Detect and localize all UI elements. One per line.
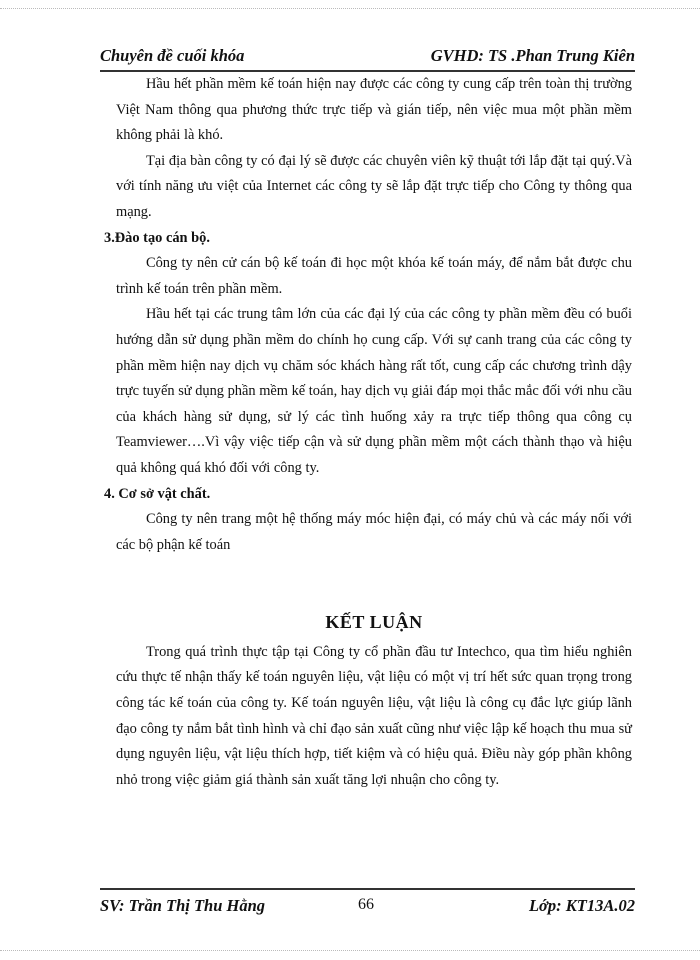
page-edge-bottom <box>0 950 700 951</box>
paragraph-training-course: Công ty nên cử cán bộ kế toán đi học một khóa kế toán máy, để nắm bắt được chu trình kế toán trên phần mềm. <box>116 255 632 297</box>
conclusion-title: KẾT LUẬN <box>325 612 423 633</box>
paragraph-equipment: Công ty nên trang một hệ thống máy móc hiện đại, có máy chủ và các máy nối với các bộ phận kế toán <box>116 511 632 553</box>
heading-staff-training: 3.Đào tạo cán bộ. <box>104 229 210 246</box>
footer-student: SV: Trần Thị Thu Hằng <box>100 896 266 915</box>
header-advisor: GVHD: TS .Phan Trung Kiên <box>430 46 635 65</box>
page-body <box>104 72 632 793</box>
page-header <box>100 44 635 72</box>
page-footer <box>100 888 635 920</box>
footer-class: Lớp: KT13A.02 <box>528 896 635 915</box>
page-number: 66 <box>358 896 374 913</box>
paragraph-conclusion: Trong quá trình thực tập tại Công ty cổ phần đầu tư Intechco, qua tìm hiểu nghiên cứu thực tế nhận thấy kế toán nguyên liệu, vật liệu có một vị trí hết sức quan trọng trong công tác kế toán của công ty. Kế toán nguyên liệu, vật liệu là công cụ đắc lực giúp lãnh đạo công ty nắm bắt tình hình và chỉ đạo sản xuất cũng như việc lập kế hoạch thu mua sử dụng nguyên liệu, vật liệu thích hợp, tiết kiệm và có hiệu quả. Điều này góp phần không nhỏ trong việc giảm giá thành sản xuất tăng lợi nhuận cho công ty. <box>116 643 632 788</box>
header-title: Chuyên đề cuối khóa <box>100 46 245 65</box>
page-edge-top <box>0 8 700 9</box>
paragraph-software-market: Hầu hết phần mềm kế toán hiện nay được các công ty cung cấp trên toàn thị trường Việt Nam thông qua phương thức trực tiếp và gián tiếp, nên việc mua một phần mềm không phải là khó. <box>116 76 632 144</box>
heading-facilities: 4. Cơ sở vật chất. <box>104 485 211 502</box>
paragraph-agent-installation: Tại địa bàn công ty có đại lý sẽ được các chuyên viên kỹ thuật tới lắp đặt tại quý.Và với tính năng ưu việt của Internet các công ty sẽ lắp đặt trực tiếp cho Công ty thông qua mạng. <box>116 152 632 220</box>
paragraph-vendor-support: Hầu hết tại các trung tâm lớn của các đại lý của các công ty phần mềm đều có buổi hướng dẫn sử dụng phần mềm do chính họ cung cấp. Với sự canh trang của các công ty phần mềm hiện nay dịch vụ chăm sóc khách hàng rất tốt, cung cấp các chương trình dậy trực tuyến sử dụng phần mềm kế toán, hay dịch vụ giải đáp mọi thắc mắc đối với nhu cầu của khách hàng sử dụng, sử lý các tình huống xảy ra trực tiếp thông qua công cụ Teamviewer….Vì vậy việc tiếp cận và sử dụng phần mềm một cách thành thạo và hiệu quả không quá khó đối với công ty. <box>116 306 632 476</box>
